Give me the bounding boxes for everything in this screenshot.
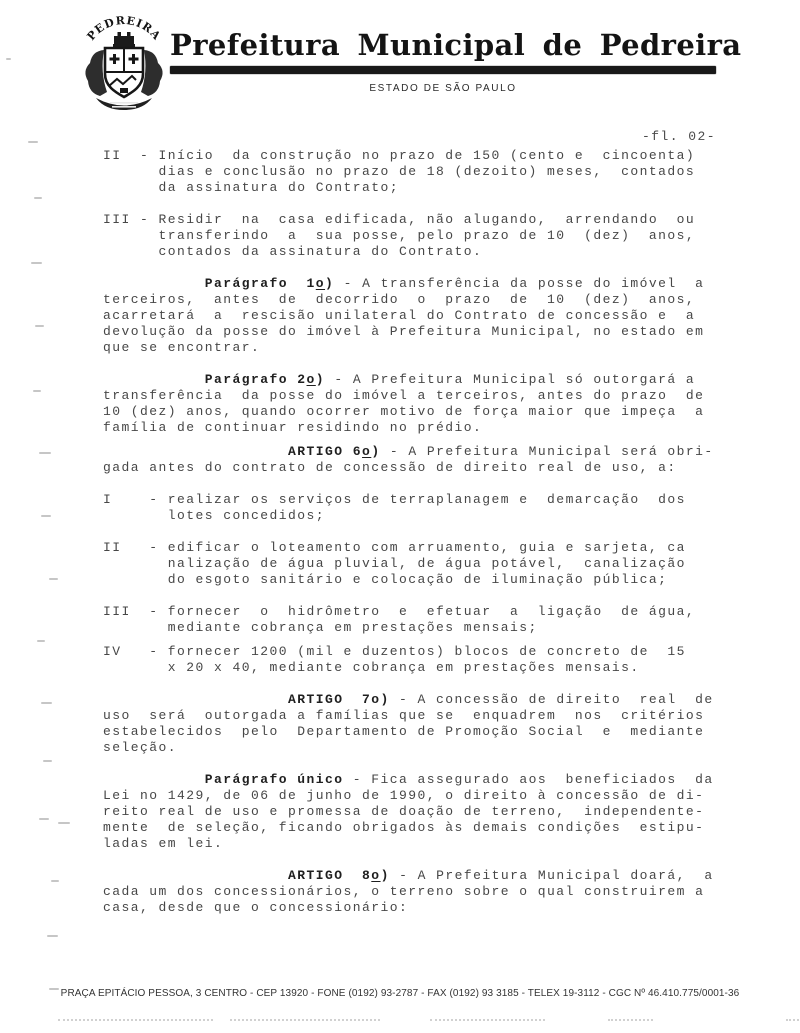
crest-banner-icon (96, 98, 152, 110)
text-line: da assinatura do Contrato; (103, 180, 400, 195)
scan-mark (41, 515, 51, 517)
block-inciso-i (103, 492, 714, 524)
crest-shield-icon (105, 48, 143, 97)
org-subtitle: ESTADO DE SÃO PAULO (369, 83, 517, 94)
text-line: gada antes do contrato de concessão de direito real de uso, a: (103, 460, 677, 475)
text-line: casa, desde que o concessionário: (103, 900, 409, 915)
scan-mark (51, 880, 59, 882)
text-line: do esgoto sanitário e colocação de iluminação pública; (103, 572, 668, 587)
footer-address: PRAÇA EPITÁCIO PESSOA, 3 CENTRO - CEP 13920 - FONE (0192) 93-2787 - FAX (0192) 93 3185 - TELEX 19-3112 - CGC Nº 46.410.775/0001-36 (60, 988, 740, 999)
scan-mark (41, 702, 52, 704)
scan-mark (6, 58, 11, 60)
scan-mark (47, 935, 58, 937)
block-inciso-ii (103, 540, 714, 588)
block-paragrafo-unico (103, 772, 714, 852)
scan-edge-line (786, 1019, 799, 1021)
text-line: nalização de água pluvial, de água potável, canalização (103, 556, 686, 571)
scan-mark (49, 988, 59, 990)
scan-mark (35, 325, 44, 327)
scan-mark (34, 197, 42, 199)
scan-mark (58, 822, 70, 824)
page-number: -fl. 02- (641, 129, 716, 144)
text-line: Parágrafo 2o) - A Prefeitura Municipal só outorgará a (204, 372, 696, 387)
block-paragrafo-2 (103, 372, 714, 436)
text-line: III - Residir na casa edificada, não alugando, arrendando ou (103, 212, 696, 227)
text-line: contados da assinatura do Contrato. (103, 244, 483, 259)
scan-mark (39, 818, 49, 820)
text-line: reito real de uso e promessa de doação de terreno, independente- (103, 804, 705, 819)
scan-mark (43, 760, 52, 762)
letterhead (74, 10, 742, 120)
scan-edge-line (58, 1019, 213, 1021)
text-line: ARTIGO 8o) - A Prefeitura Municipal doará, a (288, 868, 714, 883)
block-inciso-iii (103, 604, 714, 636)
text-line: estabelecidos pelo Departamento de Promoção Social e mediante (103, 724, 705, 739)
text-line: III - fornecer o hidrômetro e efetuar a ligação de água, (103, 604, 696, 619)
crest-arc-label: PEDREIRA (84, 14, 164, 43)
block-item-iii (103, 212, 714, 260)
scan-edge-line (608, 1019, 653, 1021)
scan-mark (39, 452, 51, 454)
title-rule (170, 66, 716, 74)
text-line: II - edificar o loteamento com arruamento, guia e sarjeta, ca (103, 540, 686, 555)
letterhead-text (170, 26, 742, 94)
text-line: mente de seleção, ficando obrigados às demais condições estipu- (103, 820, 705, 835)
block-inciso-iv (103, 644, 714, 676)
block-artigo-6 (103, 444, 714, 476)
block-artigo-8 (103, 868, 714, 916)
text-line: Lei no 1429, de 06 de junho de 1990, o direito à concessão de di- (103, 788, 705, 803)
scan-mark (33, 390, 41, 392)
text-line: dias e conclusão no prazo de 18 (dezoito) meses, contados (103, 164, 696, 179)
text-line: transferência da posse do imóvel a terceiros, antes do prazo de (103, 388, 705, 403)
scan-mark (49, 578, 58, 580)
text-line: mediante cobrança em prestações mensais; (103, 620, 538, 635)
text-line: uso será outorgada a famílias que se enquadrem nos critérios (103, 708, 705, 723)
scan-mark (37, 640, 45, 642)
text-line: cada um dos concessionários, o terreno sobre o qual construirem a (103, 884, 705, 899)
coat-of-arms-icon (74, 14, 174, 118)
text-line: ARTIGO 6o) - A Prefeitura Municipal será obri- (288, 444, 714, 459)
crest-crown-icon (113, 32, 135, 47)
text-line: lotes concedidos; (103, 508, 326, 523)
text-line: ladas em lei. (103, 836, 224, 851)
scan-edge-line (430, 1019, 545, 1021)
text-line: x 20 x 40, mediante cobrança em prestações mensais. (103, 660, 640, 675)
text-line: Parágrafo 1o) - A transferência da posse do imóvel a (204, 276, 705, 291)
text-line: que se encontrar. (103, 340, 261, 355)
scan-mark (28, 141, 38, 143)
text-line: 10 (dez) anos, quando ocorrer motivo de força maior que impeça a (103, 404, 705, 419)
text-line: IV - fornecer 1200 (mil e duzentos) blocos de concreto de 15 (103, 644, 686, 659)
scan-mark (31, 262, 42, 264)
text-line: acarretará a rescisão unilateral do Contrato de concessão e a (103, 308, 696, 323)
text-line: devolução da posse do imóvel à Prefeitura Municipal, no estado em (103, 324, 705, 339)
text-line: terceiros, antes de decorrido o prazo de 10 (dez) anos, (103, 292, 696, 307)
text-line: II - Início da construção no prazo de 150 (cento e cincoenta) (103, 148, 696, 163)
document-body (103, 148, 714, 932)
org-title: Prefeitura Municipal de Pedreira (170, 28, 742, 62)
text-line: família de continuar residindo no prédio. (103, 420, 483, 435)
text-line: ARTIGO 7o) - A concessão de direito real de (288, 692, 714, 707)
block-item-ii (103, 148, 714, 196)
text-line: transferindo a sua posse, pelo prazo de 10 (dez) anos, (103, 228, 696, 243)
scan-edge-line (230, 1019, 380, 1021)
text-line: seleção. (103, 740, 178, 755)
text-line: I - realizar os serviços de terraplanagem e demarcação dos (103, 492, 686, 507)
block-artigo-7 (103, 692, 714, 756)
block-paragrafo-1 (103, 276, 714, 356)
text-line: Parágrafo único - Fica assegurado aos beneficiados da (204, 772, 714, 787)
